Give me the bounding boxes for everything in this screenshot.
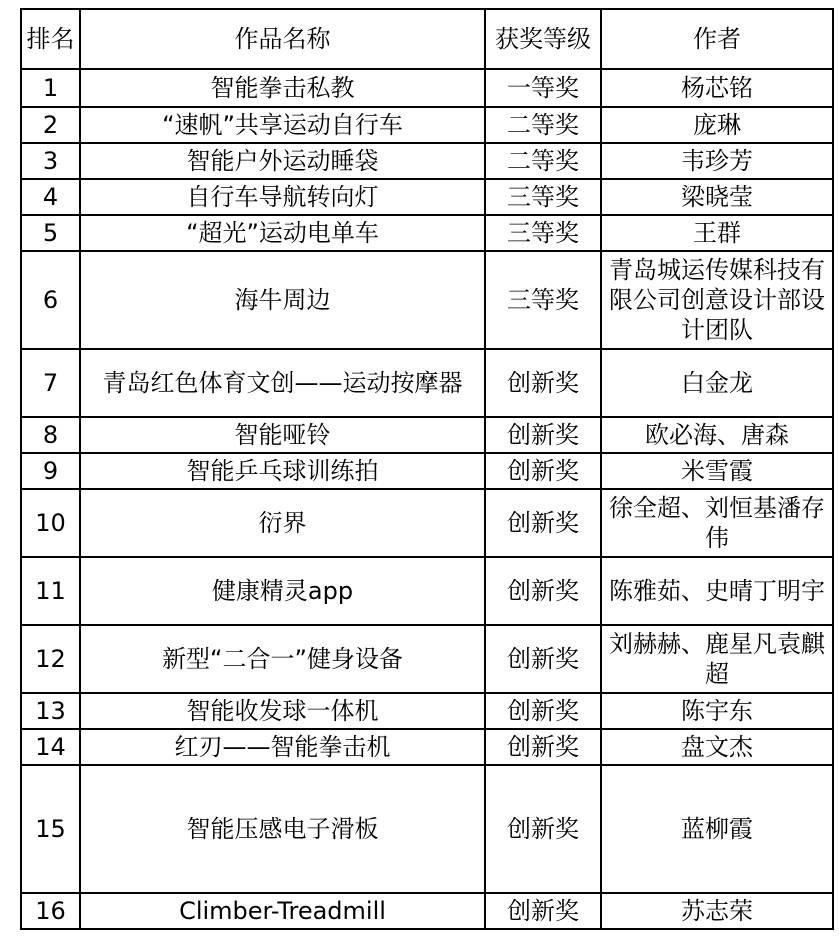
rank-cell: 3 xyxy=(21,143,80,179)
award-level-cell: 二等奖 xyxy=(485,107,601,143)
header-row xyxy=(21,9,833,69)
author-cell: 米雪霞 xyxy=(601,453,833,489)
rank-cell: 8 xyxy=(21,417,80,453)
award-level-cell: 创新奖 xyxy=(485,417,601,453)
award-level-cell: 创新奖 xyxy=(485,693,601,729)
rank-cell: 4 xyxy=(21,179,80,215)
award-level-cell: 创新奖 xyxy=(485,729,601,765)
table-row xyxy=(21,765,833,893)
award-level-cell: 创新奖 xyxy=(485,765,601,893)
work-title-cell: 新型“二合一”健身设备 xyxy=(80,625,485,693)
table-row xyxy=(21,215,833,251)
author-cell: 欧必海、唐森 xyxy=(601,417,833,453)
table-row xyxy=(21,729,833,765)
author-cell: 盘文杰 xyxy=(601,729,833,765)
table-row xyxy=(21,453,833,489)
work-title-cell: “超光”运动电单车 xyxy=(80,215,485,251)
award-level-cell: 创新奖 xyxy=(485,625,601,693)
author-cell: 白金龙 xyxy=(601,349,833,417)
rank-cell: 12 xyxy=(21,625,80,693)
table-row xyxy=(21,349,833,417)
table-row xyxy=(21,107,833,143)
work-title-cell: 红刃——智能拳击机 xyxy=(80,729,485,765)
award-level-cell: 创新奖 xyxy=(485,557,601,625)
award-level-cell: 一等奖 xyxy=(485,69,601,107)
header-work-title: 作品名称 xyxy=(80,9,485,69)
work-title-cell: Climber-Treadmill xyxy=(80,893,485,929)
award-level-cell: 创新奖 xyxy=(485,489,601,557)
author-cell: 苏志荣 xyxy=(601,893,833,929)
table-row xyxy=(21,69,833,107)
rank-cell: 5 xyxy=(21,215,80,251)
award-level-cell: 三等奖 xyxy=(485,215,601,251)
award-level-cell: 三等奖 xyxy=(485,179,601,215)
author-cell: 杨芯铭 xyxy=(601,69,833,107)
work-title-cell: 自行车导航转向灯 xyxy=(80,179,485,215)
rank-cell: 6 xyxy=(21,251,80,349)
award-level-cell: 三等奖 xyxy=(485,251,601,349)
table-row xyxy=(21,625,833,693)
header-author: 作者 xyxy=(601,9,833,69)
header-rank: 排名 xyxy=(21,9,80,69)
table-row xyxy=(21,489,833,557)
work-title-cell: “速帆”共享运动自行车 xyxy=(80,107,485,143)
table-row xyxy=(21,143,833,179)
work-title-cell: 智能户外运动睡袋 xyxy=(80,143,485,179)
rank-cell: 15 xyxy=(21,765,80,893)
author-cell: 蓝柳霞 xyxy=(601,765,833,893)
author-cell: 王群 xyxy=(601,215,833,251)
table-row xyxy=(21,251,833,349)
award-level-cell: 创新奖 xyxy=(485,453,601,489)
rank-cell: 11 xyxy=(21,557,80,625)
work-title-cell: 智能拳击私教 xyxy=(80,69,485,107)
work-title-cell: 智能压感电子滑板 xyxy=(80,765,485,893)
header-award-level: 获奖等级 xyxy=(485,9,601,69)
work-title-cell: 健康精灵app xyxy=(80,557,485,625)
work-title-cell: 衍界 xyxy=(80,489,485,557)
work-title-cell: 智能收发球一体机 xyxy=(80,693,485,729)
author-cell: 陈宇东 xyxy=(601,693,833,729)
work-title-cell: 智能乒乓球训练拍 xyxy=(80,453,485,489)
author-cell: 刘赫赫、鹿星凡袁麒超 xyxy=(601,625,833,693)
award-level-cell: 创新奖 xyxy=(485,349,601,417)
author-cell: 青岛城运传媒科技有限公司创意设计部设计团队 xyxy=(601,251,833,349)
award-level-cell: 创新奖 xyxy=(485,893,601,929)
work-title-cell: 海牛周边 xyxy=(80,251,485,349)
awards-table xyxy=(20,8,834,930)
award-level-cell: 二等奖 xyxy=(485,143,601,179)
rank-cell: 2 xyxy=(21,107,80,143)
table-row xyxy=(21,893,833,929)
rank-cell: 1 xyxy=(21,69,80,107)
author-cell: 梁晓莹 xyxy=(601,179,833,215)
work-title-cell: 青岛红色体育文创——运动按摩器 xyxy=(80,349,485,417)
author-cell: 韦珍芳 xyxy=(601,143,833,179)
table-row xyxy=(21,179,833,215)
table-row xyxy=(21,417,833,453)
rank-cell: 14 xyxy=(21,729,80,765)
table-row xyxy=(21,557,833,625)
rank-cell: 16 xyxy=(21,893,80,929)
rank-cell: 10 xyxy=(21,489,80,557)
rank-cell: 7 xyxy=(21,349,80,417)
rank-cell: 13 xyxy=(21,693,80,729)
author-cell: 徐全超、刘恒基潘存伟 xyxy=(601,489,833,557)
rank-cell: 9 xyxy=(21,453,80,489)
author-cell: 庞琳 xyxy=(601,107,833,143)
work-title-cell: 智能哑铃 xyxy=(80,417,485,453)
author-cell: 陈雅茹、史晴丁明宇 xyxy=(601,557,833,625)
table-row xyxy=(21,693,833,729)
